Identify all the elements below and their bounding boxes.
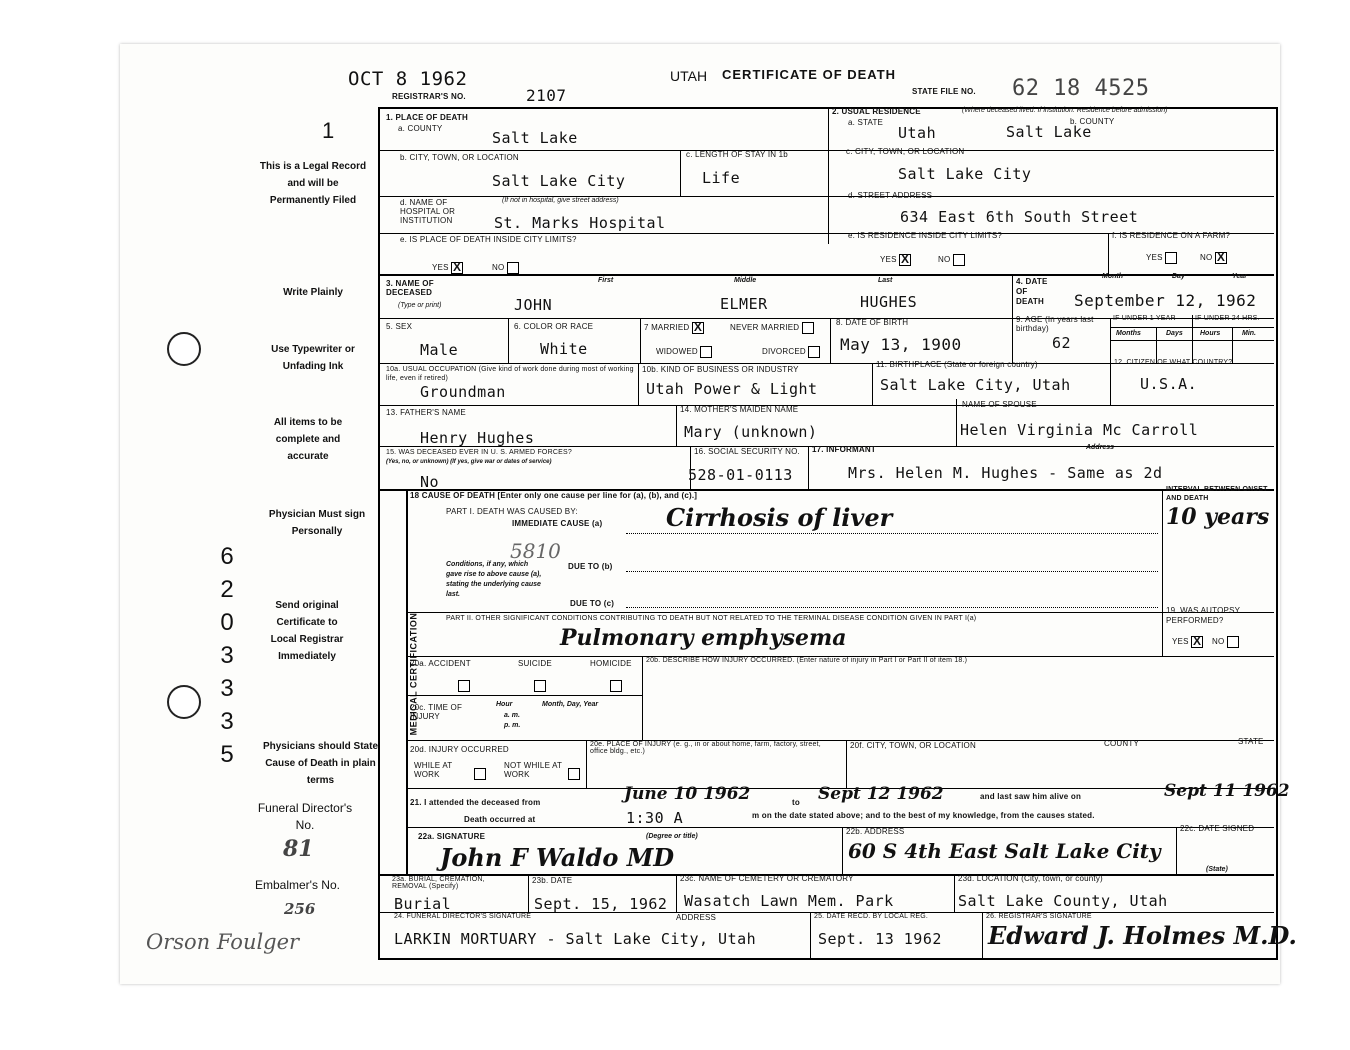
death-occurred-label: Death occurred at — [464, 815, 536, 824]
burial-location-value: Salt Lake County, Utah — [958, 892, 1168, 910]
to-label: to — [792, 798, 800, 807]
widowed-option[interactable]: WIDOWED — [656, 346, 712, 358]
inside-city-yes-option[interactable]: YES X — [432, 262, 463, 274]
informant-address-label: Address — [1086, 444, 1115, 451]
cause-code: 5810 — [510, 539, 561, 563]
business-value: Utah Power & Light — [646, 380, 818, 398]
occupation-value: Groundman — [420, 383, 506, 401]
medical-certification-label: MEDICAL CERTIFICATION — [408, 612, 419, 736]
months-label: Months — [1116, 330, 1141, 337]
last-seen-value: Sept 11 1962 — [1164, 781, 1290, 801]
while-at-work-checkbox[interactable] — [474, 765, 486, 783]
embalmer-label: Embalmer's No. — [255, 878, 340, 892]
month-day-year-label: Month, Day, Year — [542, 701, 599, 708]
degree-label: (Degree or title) — [646, 833, 698, 840]
year-label: Year — [1232, 273, 1247, 280]
age-value: 62 — [1052, 334, 1072, 352]
cemetery-label: 23c. NAME OF CEMETERY OR CREMATORY — [680, 874, 854, 883]
physician-signature: John F Waldo MD — [440, 843, 675, 872]
punch-hole — [167, 332, 201, 366]
while-at-work-label: WHILE AT WORK — [414, 761, 453, 779]
funeral-director-value: LARKIN MORTUARY - Salt Lake City, Utah — [394, 930, 757, 948]
state-value: Utah — [898, 124, 937, 142]
farm-no-option[interactable]: NO X — [1200, 252, 1227, 264]
suicide-checkbox[interactable] — [534, 677, 546, 695]
state-file-number: 62 18 4525 — [1012, 76, 1150, 101]
immediate-cause-value: Cirrhosis of liver — [666, 503, 893, 532]
legal-record-note: This is a Legal Record and will be Permanently Filed — [259, 161, 367, 206]
date-signed-label: 22c. DATE SIGNED — [1180, 824, 1255, 833]
form-frame — [378, 107, 1297, 960]
hospital-label: d. NAME OF HOSPITAL OR INSTITUTION — [400, 198, 456, 225]
first-name-label: First — [598, 277, 614, 284]
registrar-signature: Edward J. Holmes M.D. — [988, 921, 1297, 950]
autopsy-label: 19. WAS AUTOPSY PERFORMED? — [1166, 606, 1240, 625]
due-to-c-label: DUE TO (c) — [570, 599, 615, 608]
yes-checkbox[interactable] — [451, 262, 463, 274]
occupation-label: 10a. USUAL OCCUPATION (Give kind of work done during most of working life, even if retired) — [386, 366, 634, 382]
farm-label: f. IS RESIDENCE ON A FARM? — [1112, 231, 1231, 240]
accident-checkbox[interactable] — [458, 677, 470, 695]
injury-occurred-label: 20d. INJURY OCCURRED — [410, 745, 509, 754]
date-of-death-label: 4. DATE OF DEATH — [1016, 277, 1048, 306]
due-to-b-label: DUE TO (b) — [568, 562, 613, 571]
hours-label: Hours — [1200, 330, 1221, 337]
punch-hole — [167, 685, 201, 719]
homicide-checkbox[interactable] — [610, 677, 622, 695]
complete-note: All items to be complete and accurate — [273, 417, 343, 462]
inside-city-label: e. IS PLACE OF DEATH INSIDE CITY LIMITS? — [400, 235, 577, 244]
never-married-checkbox[interactable] — [802, 322, 814, 334]
res-county-value: Salt Lake — [1006, 123, 1092, 141]
funeral-director-label: Funeral Director's No. — [257, 801, 353, 832]
under-one-year-label: IF UNDER 1 YEAR — [1113, 315, 1176, 322]
homicide-label: HOMICIDE — [590, 659, 632, 668]
death-occurred-time: 1:30 A — [626, 809, 684, 827]
registrar-signature-label: 26. REGISTRAR'S SIGNATURE — [986, 913, 1092, 920]
business-label: 10b. KIND OF BUSINESS OR INDUSTRY — [642, 365, 799, 374]
document-title: CERTIFICATE OF DEATH — [722, 67, 897, 82]
registrar-number: 2107 — [526, 86, 567, 105]
widowed-checkbox[interactable] — [700, 346, 712, 358]
race-label: 6. COLOR OR RACE — [514, 322, 594, 331]
name-note: (Type or print) — [398, 302, 442, 309]
usual-residence-label: 2. USUAL RESIDENCE — [832, 107, 921, 116]
sex-value: Male — [420, 341, 459, 359]
last-name-value: HUGHES — [860, 293, 918, 311]
armed-forces-value: No — [420, 473, 440, 491]
month-label: Month — [1102, 273, 1123, 280]
not-at-work-label: NOT WHILE AT WORK — [504, 761, 562, 779]
date-received-label: 25. DATE RECD. BY LOCAL REG. — [814, 913, 929, 920]
birthplace-label: 11. BIRTHPLACE (State or foreign country) — [876, 360, 1038, 369]
res-county-label: b. COUNTY — [1070, 117, 1115, 126]
write-plainly-note: Write Plainly — [283, 287, 343, 298]
pm-label: p. m. — [504, 722, 521, 729]
state-of-injury-label: STATE — [1238, 737, 1264, 746]
state-file-label: STATE FILE NO. — [912, 87, 976, 96]
place-of-injury-label: 20e. PLACE OF INJURY (e. g., in or about home, farm, factory, street, office bldg., etc.) — [590, 741, 821, 755]
birthplace-value: Salt Lake City, Utah — [880, 376, 1071, 394]
describe-injury-label: 20b. DESCRIBE HOW INJURY OCCURRED. (Enter nature of injury in Part I or Part II of item 18.) — [646, 657, 968, 664]
father-value: Henry Hughes — [420, 429, 535, 447]
not-at-work-checkbox[interactable] — [568, 765, 580, 783]
county-of-injury-label: COUNTY — [1104, 739, 1139, 748]
no-checkbox[interactable] — [1215, 252, 1227, 264]
physician-sign-note: Physician Must sign Personally — [268, 509, 366, 537]
name-of-deceased-label: 3. NAME OF DECEASED — [386, 279, 434, 297]
day-label: Day — [1172, 273, 1185, 280]
spouse-label: NAME OF SPOUSE — [962, 400, 1037, 409]
yes-checkbox[interactable] — [1191, 636, 1203, 648]
cause-plain-note: Physicians should State Cause of Death in plain terms — [262, 741, 379, 786]
race-value: White — [540, 340, 588, 358]
accident-label: 20a. ACCIDENT — [410, 659, 471, 668]
minutes-label: Min. — [1242, 330, 1256, 337]
death-occurred-statement: m on the date stated above; and to the best of my knowledge, from the causes stated. — [752, 811, 1095, 820]
mother-value: Mary (unknown) — [684, 423, 818, 441]
time-of-injury-label: 20c. TIME OF INJURY — [410, 703, 463, 721]
middle-name-value: ELMER — [720, 295, 768, 313]
certificate-stamp-number: 6203335 — [220, 543, 234, 768]
hour-label: Hour — [496, 701, 513, 708]
burial-date-value: Sept. 15, 1962 — [534, 895, 668, 913]
sex-label: 5. SEX — [386, 322, 413, 331]
title-prefix: UTAH — [670, 68, 708, 84]
attended-to-value: Sept 12 1962 — [818, 784, 944, 804]
res-inside-label: e. IS RESIDENCE INSIDE CITY LIMITS? — [848, 231, 1002, 240]
autopsy-yes-option[interactable]: YES X — [1172, 636, 1203, 648]
farm-yes-option[interactable]: YES — [1146, 252, 1177, 264]
part-two-value: Pulmonary emphysema — [560, 625, 847, 651]
no-checkbox[interactable] — [507, 262, 519, 274]
no-checkbox[interactable] — [953, 254, 965, 266]
autopsy-no-option[interactable]: NO — [1212, 636, 1239, 648]
middle-name-label: Middle — [734, 277, 757, 284]
county-value: Salt Lake — [492, 129, 578, 147]
funeral-address-label: ADDRESS — [676, 913, 717, 922]
length-of-stay-value: Life — [702, 169, 741, 187]
social-security-value: 528-01-0113 — [688, 466, 793, 484]
burial-location-label: 23d. LOCATION (City, town, or county) — [958, 874, 1103, 883]
father-label: 13. FATHER'S NAME — [386, 408, 466, 417]
part-two-label: PART II. OTHER SIGNIFICANT CONDITIONS CONTRIBUTING TO DEATH BUT NOT RELATED TO THE TERMINAL DISEASE CONDITION GIVEN IN PART I(a) — [446, 615, 977, 622]
send-original-note: Send original Certificate to Local Registrar Immediately — [270, 600, 344, 662]
physician-address-label: 22b. ADDRESS — [846, 827, 905, 836]
date-of-birth-label: 8. DATE OF BIRTH — [836, 318, 909, 327]
typewriter-note: Use Typewriter or Unfading Ink — [271, 344, 355, 372]
state-label: a. STATE — [848, 118, 884, 127]
embalmer-signature: Orson Foulger — [146, 930, 300, 954]
cemetery-value: Wasatch Lawn Mem. Park — [684, 892, 894, 910]
conditions-note: Conditions, if any, which gave rise to above cause (a), stating the underlying cause last. — [446, 561, 542, 598]
last-seen-label: and last saw him alive on — [980, 792, 1082, 801]
res-inside-yes-option[interactable]: YES X — [880, 254, 911, 266]
divorced-option[interactable]: DIVORCED — [762, 346, 820, 358]
am-label: a. m. — [504, 712, 520, 719]
under-24-hours-label: IF UNDER 24 HRS. — [1195, 315, 1260, 322]
hospital-note: (If not in hospital, give street address) — [502, 197, 619, 204]
mother-label: 14. MOTHER'S MAIDEN NAME — [680, 405, 799, 414]
street-label: d. STREET ADDRESS — [848, 191, 933, 200]
res-city-value: Salt Lake City — [898, 165, 1032, 183]
funeral-director-sig-label: 24. FUNERAL DIRECTOR'S SIGNATURE — [394, 913, 532, 920]
age-label: 9. AGE (In years last birthday) — [1016, 315, 1094, 333]
citizen-label: 12. CITIZEN OF WHAT COUNTRY? — [1114, 359, 1233, 366]
days-label: Days — [1166, 330, 1183, 337]
informant-label: 17. INFORMANT — [812, 445, 876, 454]
res-city-label: c. CITY, TOWN, OR LOCATION — [846, 147, 965, 156]
city-of-injury-label: 20f. CITY, TOWN, OR LOCATION — [850, 741, 976, 750]
residence-note: (Where deceased lived. If institution: Residence before admission) — [962, 107, 1168, 114]
death-date-value: September 12, 1962 — [1074, 291, 1257, 310]
burial-label: 23a. BURIAL, CREMATION, REMOVAL (Specify) — [392, 876, 485, 890]
last-name-label: Last — [878, 277, 893, 284]
city-label: b. CITY, TOWN, OR LOCATION — [400, 153, 519, 162]
physician-address-value: 60 S 4th East Salt Lake City — [848, 839, 1161, 863]
married-checkbox[interactable] — [692, 322, 704, 334]
attended-from-value: June 10 1962 — [624, 784, 751, 804]
armed-forces-note: (Yes, no, or unknown) (If yes, give war or dates of service) — [386, 459, 552, 465]
street-value: 634 East 6th South Street — [900, 208, 1139, 226]
city-value: Salt Lake City — [492, 172, 626, 190]
never-married-option[interactable]: NEVER MARRIED — [730, 322, 814, 334]
suicide-label: SUICIDE — [518, 659, 552, 668]
no-checkbox[interactable] — [1227, 636, 1239, 648]
burial-date-label: 23b. DATE — [532, 876, 573, 885]
length-of-stay-label: c. LENGTH OF STAY IN 1b — [686, 150, 788, 159]
first-name-value: JOHN — [514, 296, 553, 314]
yes-checkbox[interactable] — [1165, 252, 1177, 264]
part-one-label: PART I. DEATH WAS CAUSED BY: — [446, 507, 578, 516]
burial-state-label: (State) — [1206, 866, 1228, 873]
date-received-value: Sept. 13 1962 — [818, 930, 942, 948]
spouse-value: Helen Virginia Mc Carroll — [960, 421, 1199, 439]
margin-mark: 1 — [322, 118, 335, 143]
divorced-checkbox[interactable] — [808, 346, 820, 358]
citizen-value: U.S.A. — [1140, 375, 1198, 393]
interval-value: 10 years — [1166, 504, 1270, 530]
signature-label: 22a. SIGNATURE — [418, 832, 486, 841]
funeral-director-number: 81 — [283, 836, 314, 862]
social-security-label: 16. SOCIAL SECURITY NO. — [694, 447, 800, 456]
cause-of-death-label: 18 CAUSE OF DEATH [Enter only one cause per line for (a), (b), and (c).] — [410, 491, 698, 500]
inside-city-no-option[interactable]: NO — [492, 262, 519, 274]
date-of-birth-value: May 13, 1900 — [840, 335, 962, 354]
married-option[interactable]: 7 MARRIED X — [644, 322, 704, 334]
res-inside-no-option[interactable]: NO — [938, 254, 965, 266]
embalmer-number: 256 — [284, 900, 316, 918]
immediate-cause-label: IMMEDIATE CAUSE (a) — [512, 519, 603, 528]
yes-checkbox[interactable] — [899, 254, 911, 266]
stamp-date: OCT 8 1962 — [348, 68, 468, 90]
hospital-value: St. Marks Hospital — [494, 214, 666, 232]
registrar-label: REGISTRAR'S NO. — [392, 92, 466, 101]
county-label: a. COUNTY — [398, 124, 443, 133]
burial-value: Burial — [394, 895, 452, 913]
place-of-death-label: 1. PLACE OF DEATH — [386, 113, 468, 122]
informant-value: Mrs. Helen M. Hughes - Same as 2d — [848, 464, 1163, 482]
attended-label: 21. I attended the deceased from — [410, 798, 541, 807]
armed-forces-label: 15. WAS DECEASED EVER IN U. S. ARMED FORCES? — [386, 449, 572, 456]
interval-label: INTERVAL BETWEEN ONSET AND DEATH — [1166, 486, 1268, 502]
